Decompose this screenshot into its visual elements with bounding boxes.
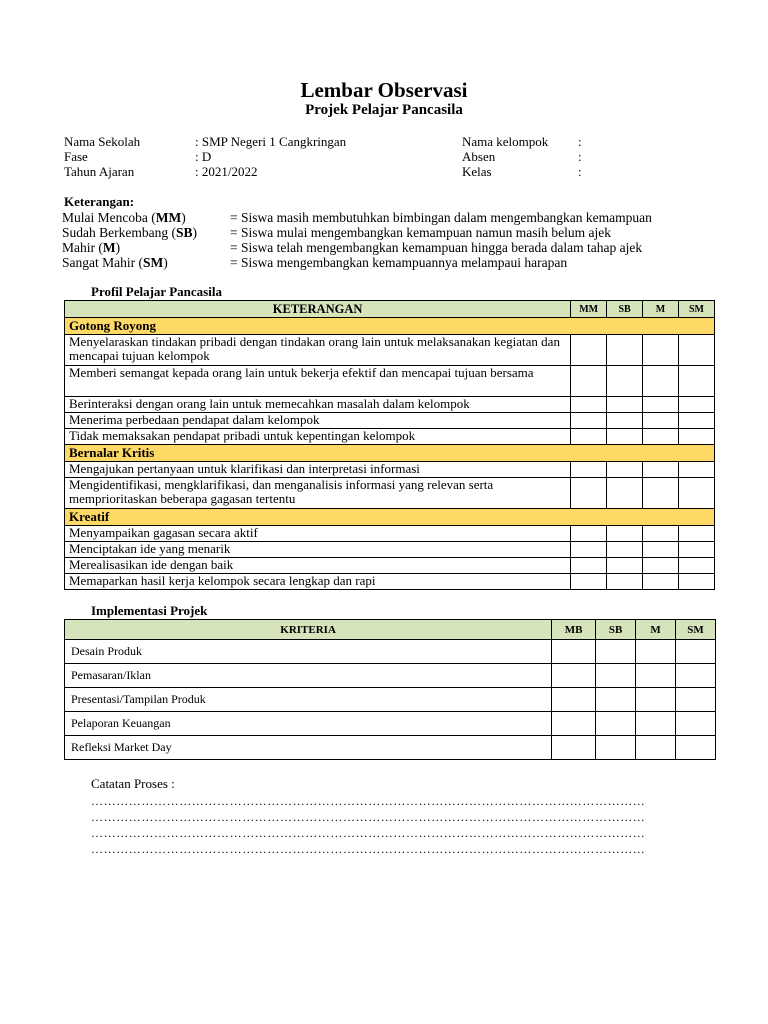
criteria-text: Memberi semangat kepada orang lain untuk bekerja efektif dan mencapai tujuan bersama	[65, 366, 571, 397]
check-cell-m[interactable]	[643, 526, 679, 542]
check-cell-m[interactable]	[643, 462, 679, 478]
criteria-text: Merealisasikan ide dengan baik	[65, 558, 571, 574]
info-value-tahun-ajaran: : 2021/2022	[195, 164, 258, 179]
check-cell-sm[interactable]	[679, 397, 715, 413]
check-cell-m[interactable]	[643, 429, 679, 445]
check-cell-m[interactable]	[636, 688, 676, 712]
check-cell-sb[interactable]	[607, 478, 643, 509]
check-cell-m[interactable]	[643, 478, 679, 509]
check-cell-m[interactable]	[643, 397, 679, 413]
criteria-text: Berinteraksi dengan orang lain untuk memecahkan masalah dalam kelompok	[65, 397, 571, 413]
check-cell-sb[interactable]	[607, 542, 643, 558]
header-m: M	[643, 301, 679, 318]
check-cell-mm[interactable]	[571, 429, 607, 445]
check-cell-m[interactable]	[643, 366, 679, 397]
group-row-kreatif	[65, 509, 715, 526]
check-cell-mm[interactable]	[571, 542, 607, 558]
catatan-line[interactable]: ……………………………………………………………………………………………………………………	[91, 826, 646, 840]
check-cell-sm[interactable]	[679, 526, 715, 542]
table-row	[65, 640, 716, 664]
check-cell-sb[interactable]	[607, 526, 643, 542]
check-cell-sb[interactable]	[596, 688, 636, 712]
header-keterangan: KETERANGAN	[65, 301, 571, 318]
check-cell-sm[interactable]	[679, 558, 715, 574]
check-cell-mm[interactable]	[571, 526, 607, 542]
header-mm: MM	[571, 301, 607, 318]
catatan-line[interactable]: ……………………………………………………………………………………………………………………	[91, 794, 646, 808]
check-cell-m[interactable]	[636, 712, 676, 736]
check-cell-sb[interactable]	[607, 462, 643, 478]
keterangan-heading: Keterangan:	[64, 194, 135, 209]
check-cell-sb[interactable]	[607, 366, 643, 397]
check-cell-sm[interactable]	[679, 335, 715, 366]
check-cell-mm[interactable]	[571, 335, 607, 366]
check-cell-sm[interactable]	[676, 736, 716, 760]
profil-table	[64, 300, 715, 590]
table-row	[65, 429, 715, 445]
check-cell-mb[interactable]	[552, 688, 596, 712]
legend-term-sb: Sudah Berkembang (SB)	[62, 225, 197, 240]
table-row	[65, 462, 715, 478]
check-cell-sb[interactable]	[607, 335, 643, 366]
table-row	[65, 542, 715, 558]
check-cell-mm[interactable]	[571, 413, 607, 429]
table-row	[65, 688, 716, 712]
check-cell-sb[interactable]	[607, 558, 643, 574]
table-row	[65, 558, 715, 574]
profil-section-title: Profil Pelajar Pancasila	[91, 284, 222, 299]
group-label: Kreatif	[65, 509, 715, 526]
criteria-text: Menyelaraskan tindakan pribadi dengan tindakan orang lain untuk melaksanakan kegiatan dan mencapai tujuan kelompok	[65, 335, 571, 366]
check-cell-m[interactable]	[643, 335, 679, 366]
legend-desc-sm: = Siswa mengembangkan kemampuannya melampaui harapan	[230, 255, 568, 270]
catatan-line[interactable]: ……………………………………………………………………………………………………………………	[91, 810, 646, 824]
check-cell-sm[interactable]	[676, 640, 716, 664]
check-cell-sm[interactable]	[679, 478, 715, 509]
header-sm: SM	[679, 301, 715, 318]
table-row	[65, 335, 715, 366]
implementasi-table	[64, 619, 716, 760]
table-row	[65, 712, 716, 736]
kriteria-text: Desain Produk	[65, 640, 552, 664]
table-row	[65, 664, 716, 688]
criteria-text: Tidak memaksakan pendapat pribadi untuk kepentingan kelompok	[65, 429, 571, 445]
header-mb: MB	[552, 620, 596, 640]
table-row	[65, 478, 715, 509]
check-cell-m[interactable]	[643, 413, 679, 429]
check-cell-mb[interactable]	[552, 712, 596, 736]
header-sm: SM	[676, 620, 716, 640]
check-cell-m[interactable]	[636, 736, 676, 760]
criteria-text: Menciptakan ide yang menarik	[65, 542, 571, 558]
check-cell-sb[interactable]	[596, 664, 636, 688]
check-cell-sm[interactable]	[679, 429, 715, 445]
profil-header-row	[65, 301, 715, 318]
table-row	[65, 526, 715, 542]
table-row	[65, 574, 715, 590]
check-cell-sm[interactable]	[676, 688, 716, 712]
kriteria-text: Presentasi/Tampilan Produk	[65, 688, 552, 712]
check-cell-sb[interactable]	[607, 413, 643, 429]
check-cell-m[interactable]	[643, 574, 679, 590]
info-value-nama-sekolah: : SMP Negeri 1 Cangkringan	[195, 134, 347, 149]
check-cell-sm[interactable]	[679, 542, 715, 558]
check-cell-m[interactable]	[643, 542, 679, 558]
page-subtitle: Projek Pelajar Pancasila	[305, 102, 463, 118]
check-cell-mb[interactable]	[552, 640, 596, 664]
info-label-kelas: Kelas	[462, 164, 492, 179]
catatan-line[interactable]: ……………………………………………………………………………………………………………………	[91, 842, 646, 856]
table-row	[65, 736, 716, 760]
legend-term-mm: Mulai Mencoba (MM)	[62, 210, 186, 225]
info-label-tahun-ajaran: Tahun Ajaran	[64, 164, 135, 179]
check-cell-sb[interactable]	[607, 397, 643, 413]
group-label: Bernalar Kritis	[65, 445, 715, 462]
check-cell-mm[interactable]	[571, 478, 607, 509]
check-cell-m[interactable]	[643, 558, 679, 574]
criteria-text: Menyampaikan gagasan secara aktif	[65, 526, 571, 542]
legend-desc-sb: = Siswa mulai mengembangkan kemampuan namun masih belum ajek	[230, 225, 612, 240]
check-cell-mm[interactable]	[571, 397, 607, 413]
check-cell-mb[interactable]	[552, 664, 596, 688]
check-cell-sb[interactable]	[596, 712, 636, 736]
info-label-absen: Absen	[462, 149, 496, 164]
kriteria-text: Pelaporan Keuangan	[65, 712, 552, 736]
check-cell-sm[interactable]	[679, 413, 715, 429]
info-value-kelas: :	[578, 164, 582, 179]
criteria-text: Menerima perbedaan pendapat dalam kelompok	[65, 413, 571, 429]
implementasi-header-row	[65, 620, 716, 640]
criteria-text: Mengidentifikasi, mengklarifikasi, dan menganalisis informasi yang relevan serta memprioritaskan beberapa gagasan tertentu	[65, 478, 571, 509]
info-label-fase: Fase	[64, 149, 88, 164]
info-value-absen: :	[578, 149, 582, 164]
header-kriteria: KRITERIA	[65, 620, 552, 640]
check-cell-sb[interactable]	[596, 736, 636, 760]
info-value-nama-kelompok: :	[578, 134, 582, 149]
implementasi-section-title: Implementasi Projek	[91, 603, 208, 618]
info-label-nama-kelompok: Nama kelompok	[462, 134, 549, 149]
catatan-label: Catatan Proses :	[91, 776, 175, 791]
check-cell-mm[interactable]	[571, 558, 607, 574]
group-row-gotong-royong	[65, 318, 715, 335]
check-cell-sm[interactable]	[676, 712, 716, 736]
criteria-text: Memaparkan hasil kerja kelompok secara lengkap dan rapi	[65, 574, 571, 590]
legend-term-m: Mahir (M)	[62, 240, 121, 255]
header-m: M	[636, 620, 676, 640]
check-cell-sb[interactable]	[607, 429, 643, 445]
check-cell-mm[interactable]	[571, 366, 607, 397]
check-cell-sm[interactable]	[679, 366, 715, 397]
check-cell-sb[interactable]	[596, 640, 636, 664]
info-label-nama-sekolah: Nama Sekolah	[64, 134, 141, 149]
legend-desc-m: = Siswa telah mengembangkan kemampuan hingga berada dalam tahap ajek	[230, 240, 643, 255]
check-cell-sm[interactable]	[679, 574, 715, 590]
check-cell-m[interactable]	[636, 664, 676, 688]
kriteria-text: Refleksi Market Day	[65, 736, 552, 760]
kriteria-text: Pemasaran/Iklan	[65, 664, 552, 688]
info-value-fase: : D	[195, 149, 212, 164]
check-cell-sb[interactable]	[607, 574, 643, 590]
check-cell-mm[interactable]	[571, 574, 607, 590]
table-row	[65, 413, 715, 429]
criteria-text: Mengajukan pertanyaan untuk klarifikasi dan interpretasi informasi	[65, 462, 571, 478]
check-cell-mm[interactable]	[571, 462, 607, 478]
table-row	[65, 397, 715, 413]
page-title: Lembar Observasi	[300, 78, 468, 102]
check-cell-m[interactable]	[636, 640, 676, 664]
legend-desc-mm: = Siswa masih membutuhkan bimbingan dalam mengembangkan kemampuan	[230, 210, 652, 225]
check-cell-sm[interactable]	[676, 664, 716, 688]
header-sb: SB	[596, 620, 636, 640]
header-sb: SB	[607, 301, 643, 318]
check-cell-sm[interactable]	[679, 462, 715, 478]
legend-term-sm: Sangat Mahir (SM)	[62, 255, 168, 270]
group-label: Gotong Royong	[65, 318, 715, 335]
check-cell-mb[interactable]	[552, 736, 596, 760]
table-row	[65, 366, 715, 397]
group-row-bernalar-kritis	[65, 445, 715, 462]
